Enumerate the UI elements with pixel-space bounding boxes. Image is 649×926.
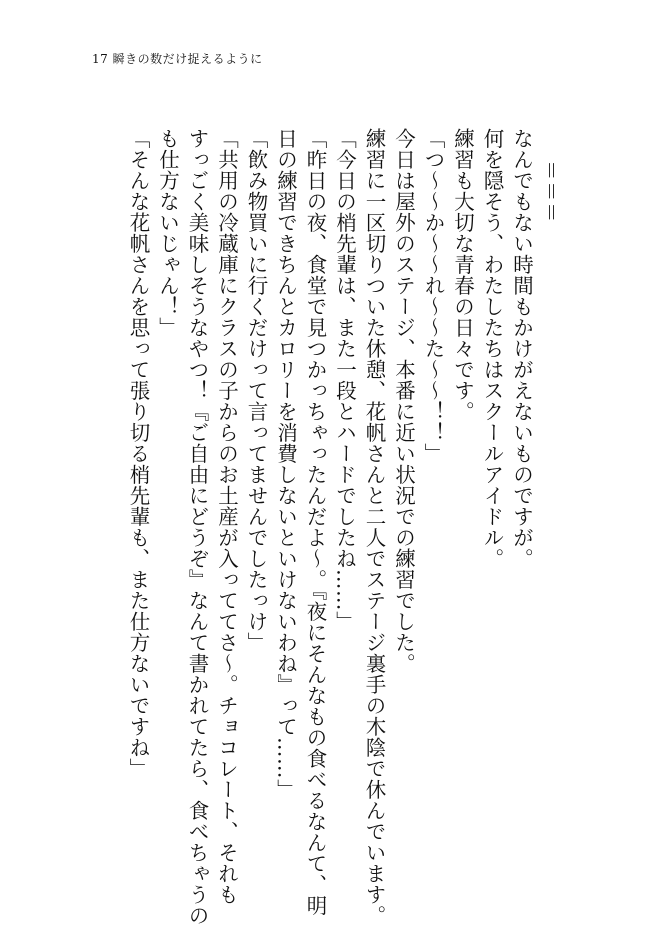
text-line: も仕方ないじゃん！」 bbox=[155, 128, 180, 338]
text-line: 何を隠そう、わたしたちはスクールアイドル。 bbox=[480, 128, 504, 569]
text-line: 「つ〜〜か〜〜れ〜〜た〜〜！！」 bbox=[421, 128, 445, 464]
text-line: 練習も大切な青春の日々です。 bbox=[450, 128, 475, 422]
text-line: 「飲み物買いに行くだけって言ってませんでしたっけ」 bbox=[244, 128, 268, 653]
scene-break-marker: ＝＝＝ bbox=[539, 160, 563, 223]
text-line: すっごく美味しそうなやつ！『ご自由にどうぞ』なんて書かれてたら、食べちゃうの bbox=[185, 128, 209, 926]
text-line: 「そんな花帆さんを思って張り切る梢先輩も、また仕方ないですね」 bbox=[126, 128, 150, 779]
text-line: 「昨日の夜、食堂で見つかっちゃったんだよ〜。『夜にそんなもの食べるなんて、明 bbox=[303, 128, 327, 916]
running-header: 17 瞬きの数だけ捉えるように bbox=[92, 52, 263, 66]
text-line: なんでもない時間もかけがえないものですが。 bbox=[509, 128, 534, 569]
text-line: 日の練習できちんとカロリーを消費しないといけないわね』って……」 bbox=[273, 128, 298, 800]
text-line: 今日は屋外のステージ、本番に近い状況での練習でした。 bbox=[391, 128, 416, 674]
body-text bbox=[123, 128, 566, 926]
text-line: 練習に一区切りついた休憩、花帆さんと二人でステージ裏手の木陰で休んでいます。 bbox=[362, 128, 386, 926]
text-line: 「共用の冷蔵庫にクラスの子からのお土産が入っててさ〜。チョコレート、それも bbox=[214, 128, 239, 905]
text-line: 「今日の梢先輩は、また一段とハードでしたね……」 bbox=[332, 128, 357, 632]
